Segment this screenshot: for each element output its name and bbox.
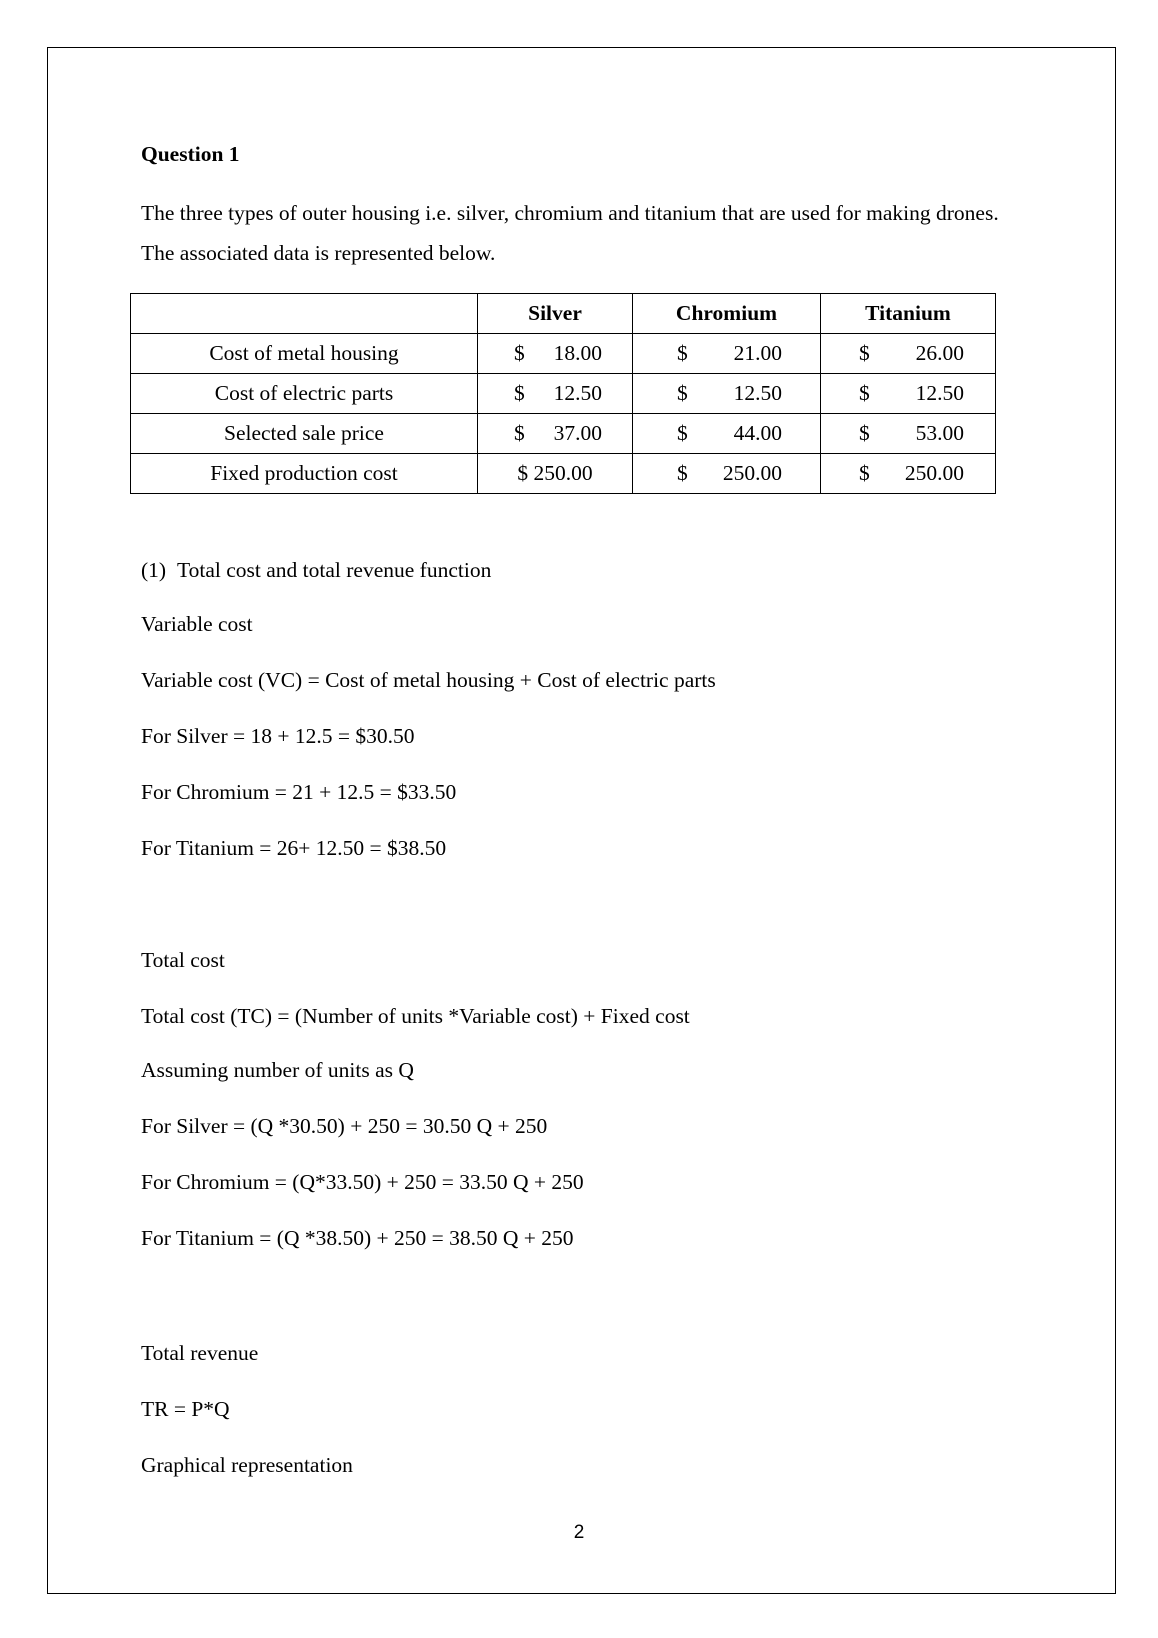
table-row xyxy=(131,334,996,374)
variable-cost-definition: Variable cost (VC) = Cost of metal housing + Cost of electric parts xyxy=(141,668,716,692)
row-label: Fixed production cost xyxy=(131,454,478,494)
currency-symbol: $ xyxy=(859,461,870,485)
currency-symbol: $ xyxy=(514,381,525,405)
cell-value: 26.00 xyxy=(915,341,964,365)
cell-value: 18.00 xyxy=(553,341,602,365)
table-header-titanium: Titanium xyxy=(821,294,996,334)
currency-symbol: $ xyxy=(677,461,688,485)
row-label: Selected sale price xyxy=(131,414,478,454)
currency-symbol: $ xyxy=(677,381,688,405)
variable-cost-title: Variable cost xyxy=(141,612,253,636)
variable-cost-chromium: For Chromium = 21 + 12.5 = $33.50 xyxy=(141,780,457,804)
total-revenue-formula: TR = P*Q xyxy=(141,1397,230,1421)
graphical-representation-label: Graphical representation xyxy=(141,1453,353,1477)
cell-value: 250.00 xyxy=(904,461,964,485)
page-number: 2 xyxy=(573,1522,585,1543)
total-cost-assumption: Assuming number of units as Q xyxy=(141,1058,414,1082)
cell-value: 250.00 xyxy=(722,461,782,485)
variable-cost-titanium: For Titanium = 26+ 12.50 = $38.50 xyxy=(141,836,447,860)
currency-symbol: $ xyxy=(677,421,688,445)
currency-symbol: $ xyxy=(677,341,688,365)
cell-value: 21.00 xyxy=(733,341,782,365)
intro-paragraph: The three types of outer housing i.e. silver, chromium and titanium that are used for making drones. The associated data is represented below. xyxy=(141,201,999,265)
currency-symbol: $ xyxy=(859,341,870,365)
table-row xyxy=(131,414,996,454)
table-row xyxy=(131,454,996,494)
variable-cost-silver: For Silver = 18 + 12.5 = $30.50 xyxy=(141,724,415,748)
total-cost-chromium: For Chromium = (Q*33.50) + 250 = 33.50 Q + 250 xyxy=(141,1170,584,1194)
table-header-silver: Silver xyxy=(478,294,633,334)
row-label: Cost of metal housing xyxy=(131,334,478,374)
cell-value: 12.50 xyxy=(733,381,782,405)
table-row xyxy=(131,374,996,414)
total-cost-title: Total cost xyxy=(141,948,225,972)
section-title: Total cost and total revenue function xyxy=(177,558,492,582)
total-cost-silver: For Silver = (Q *30.50) + 250 = 30.50 Q + 250 xyxy=(141,1114,548,1138)
table-header-blank xyxy=(131,294,478,334)
cell-value: 12.50 xyxy=(553,381,602,405)
housing-cost-table xyxy=(130,293,996,494)
total-revenue-title: Total revenue xyxy=(141,1341,259,1365)
cell-value: 53.00 xyxy=(915,421,964,445)
cell-value: 37.00 xyxy=(553,421,602,445)
section-number: (1) xyxy=(141,558,167,582)
currency-symbol: $ xyxy=(859,381,870,405)
question-heading: Question 1 xyxy=(141,142,240,166)
currency-symbol: $ xyxy=(514,421,525,445)
cell-value: 44.00 xyxy=(733,421,782,445)
total-cost-titanium: For Titanium = (Q *38.50) + 250 = 38.50 Q + 250 xyxy=(141,1226,574,1250)
cell-value: 12.50 xyxy=(915,381,964,405)
currency-symbol: $ xyxy=(859,421,870,445)
total-cost-definition: Total cost (TC) = (Number of units *Variable cost) + Fixed cost xyxy=(141,1004,690,1028)
table-header-chromium: Chromium xyxy=(633,294,821,334)
section-heading xyxy=(141,557,491,583)
currency-symbol: $ xyxy=(514,341,525,365)
cell-value: $ 250.00 xyxy=(517,461,593,485)
table-header-row xyxy=(131,294,996,334)
row-label: Cost of electric parts xyxy=(131,374,478,414)
